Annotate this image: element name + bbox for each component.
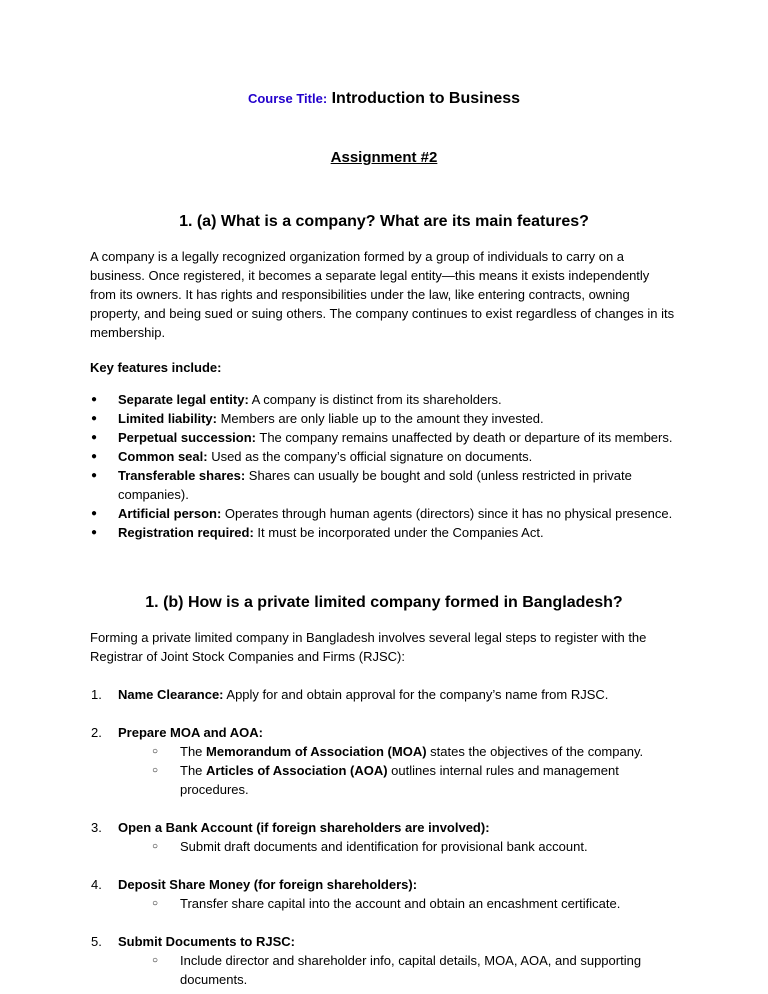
step-number: 5. bbox=[91, 934, 102, 949]
sub-bullet-icon: ○ bbox=[152, 765, 159, 776]
sub-bullet-icon: ○ bbox=[152, 841, 159, 852]
assignment-heading-text: Assignment #2 bbox=[330, 149, 438, 166]
list-item-text: Registration required: It must be incorporated under the Companies Act. bbox=[118, 525, 544, 540]
key-features-label: Key features include: bbox=[90, 360, 222, 375]
sub-list-item-text: Transfer share capital into the account and obtain an encashment certificate. bbox=[180, 896, 621, 911]
sub-list-item bbox=[118, 742, 678, 761]
bullet-icon: ● bbox=[91, 432, 98, 443]
sub-list-item-text: The Articles of Association (AOA) outlines internal rules and management procedures. bbox=[180, 763, 619, 797]
list-item-text: Perpetual succession: The company remains unaffected by death or departure of its members. bbox=[118, 430, 673, 445]
section-a-intro: A company is a legally recognized organization formed by a group of individuals to carry on a business. Once registered, it becomes a separate legal entity—this means it exists independently from its owners. It has rights and responsibilities under the law, like entering contracts, owning property, and being sued or suing others. The company continues to exist regardless of changes in its membership. bbox=[90, 249, 675, 340]
section-b-intro: Forming a private limited company in Bangladesh involves several legal steps to register with the Registrar of Joint Stock Companies and Firms (RJSC): bbox=[90, 630, 647, 664]
list-item bbox=[90, 818, 678, 856]
list-item bbox=[90, 723, 678, 799]
sub-list-item-text: Include director and shareholder info, capital details, MOA, AOA, and supporting documents. bbox=[180, 953, 642, 987]
list-item bbox=[90, 390, 678, 409]
sub-bullet-icon: ○ bbox=[152, 898, 159, 909]
step-text: Deposit Share Money (for foreign shareholders): ○ Transfer share capital into the account and obtain an encashment certificate. bbox=[118, 875, 678, 913]
sub-bullet-icon: ○ bbox=[152, 955, 159, 966]
list-item bbox=[90, 409, 678, 428]
course-label: Course Title: bbox=[247, 91, 328, 106]
list-item bbox=[90, 875, 678, 913]
bullet-icon: ● bbox=[91, 508, 98, 519]
course-title-line bbox=[90, 88, 678, 110]
list-item-text: Common seal: Used as the company’s official signature on documents. bbox=[118, 449, 533, 464]
bullet-icon: ● bbox=[91, 413, 98, 424]
step-text: Submit Documents to RJSC: ○ Include director and shareholder info, capital details, MOA, AOA, and supporting documents. bbox=[118, 932, 678, 989]
sub-list-item bbox=[118, 951, 678, 989]
list-item bbox=[90, 447, 678, 466]
list-item-text: Limited liability: Members are only liable up to the amount they invested. bbox=[118, 411, 544, 426]
bullet-icon: ● bbox=[91, 451, 98, 462]
sub-list-item-text: Submit draft documents and identification for provisional bank account. bbox=[180, 839, 588, 854]
list-item bbox=[90, 685, 678, 704]
list-item-text: Separate legal entity: A company is distinct from its shareholders. bbox=[118, 392, 502, 407]
sub-list-item bbox=[118, 761, 678, 799]
step-text: Name Clearance: Apply for and obtain approval for the company’s name from RJSC. bbox=[118, 687, 609, 702]
sub-list-item bbox=[118, 894, 678, 913]
section-a-heading: 1. (a) What is a company? What are its main features? bbox=[179, 213, 589, 230]
step-number: 1. bbox=[91, 687, 102, 702]
sub-bullet-icon: ○ bbox=[152, 746, 159, 757]
list-item-text: Transferable shares: Shares can usually be bought and sold (unless restricted in private companies). bbox=[118, 468, 632, 502]
section-b-heading: 1. (b) How is a private limited company formed in Bangladesh? bbox=[145, 594, 623, 611]
sub-list-item-text: The Memorandum of Association (MOA) states the objectives of the company. bbox=[180, 744, 644, 759]
list-item-text: Artificial person: Operates through human agents (directors) since it has no physical presence. bbox=[118, 506, 673, 521]
bullet-icon: ● bbox=[91, 470, 98, 481]
step-text: Open a Bank Account (if foreign shareholders are involved): ○ Submit draft documents and identification for provisional bank account. bbox=[118, 818, 678, 856]
step-number: 4. bbox=[91, 877, 102, 892]
bullet-icon: ● bbox=[91, 527, 98, 538]
step-number: 3. bbox=[91, 820, 102, 835]
list-item bbox=[90, 466, 678, 504]
step-number: 2. bbox=[91, 725, 102, 740]
list-item bbox=[90, 504, 678, 523]
features-bullet-list bbox=[90, 390, 678, 542]
step-text: Prepare MOA and AOA: ○ The Memorandum of Association (MOA) states the objectives of the company. ○ The Articles of Association (AOA) outlines internal rules and management procedures. bbox=[118, 723, 678, 799]
list-item bbox=[90, 523, 678, 542]
list-item bbox=[90, 428, 678, 447]
formation-steps-list bbox=[90, 685, 678, 989]
sub-list-item bbox=[118, 837, 678, 856]
list-item bbox=[90, 932, 678, 989]
bullet-icon: ● bbox=[91, 394, 98, 405]
assignment-heading bbox=[90, 149, 678, 166]
course-title-text: Introduction to Business bbox=[327, 90, 521, 107]
